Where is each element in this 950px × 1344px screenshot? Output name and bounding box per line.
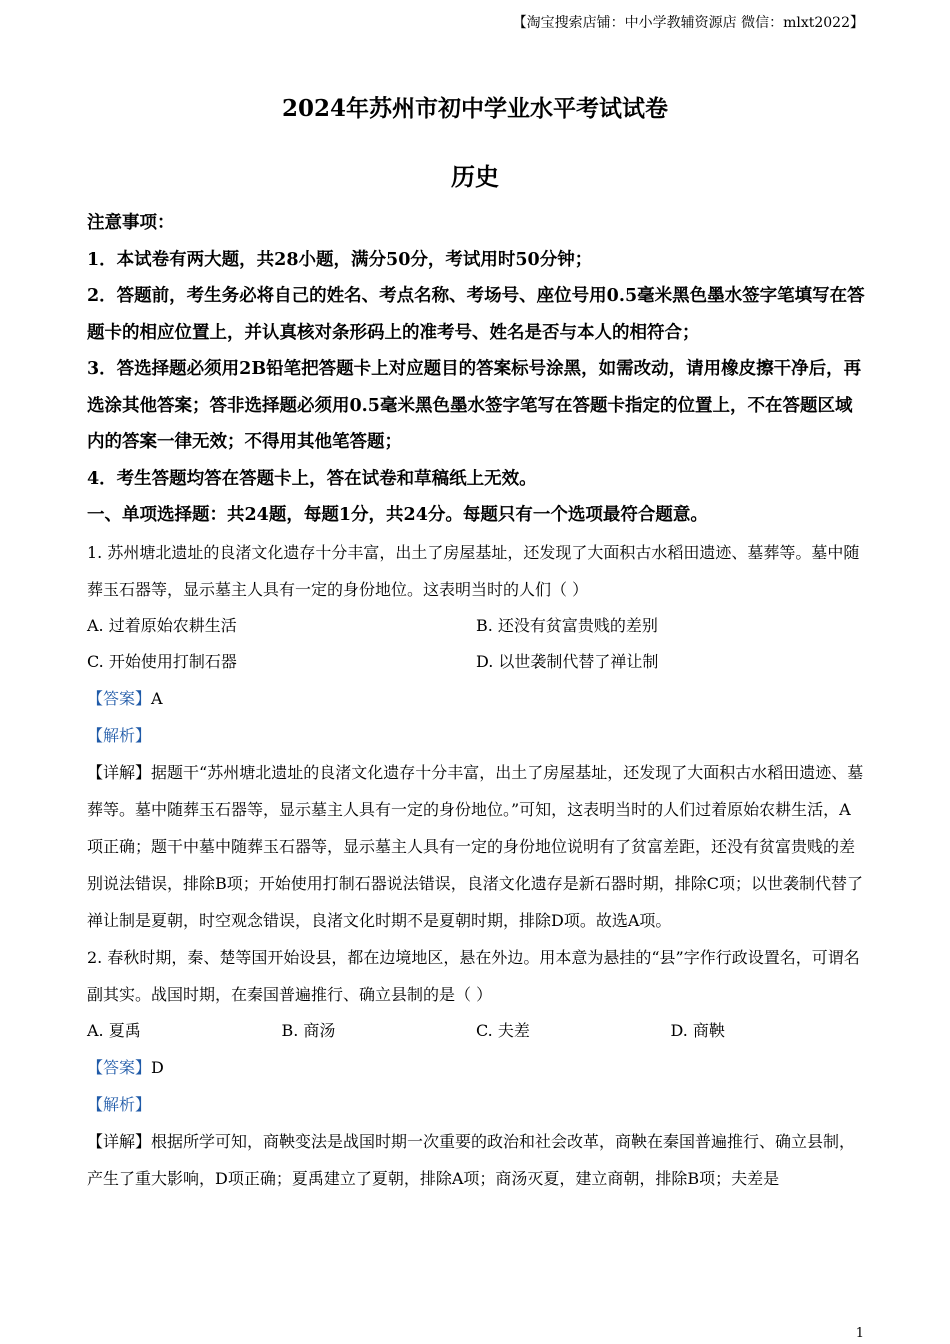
page-number: 1 xyxy=(855,1326,864,1341)
answer-line xyxy=(87,1049,865,1086)
notice-item: 2．答题前，考生务必将自己的姓名、考点名称、考场号、座位号用0.5毫米黑色墨水签字笔填写在答题卡的相应位置上，并认真核对条形码上的准考号、姓名是否与本人的相符合； xyxy=(87,286,865,343)
notice-item: 4．考生答题均答在答题卡上，答在试卷和草稿纸上无效。 xyxy=(87,468,537,489)
question-1-options xyxy=(87,608,865,644)
option-a: A. 过着原始农耕生活 xyxy=(87,615,237,635)
detail-text: 据题干“苏州塘北遗址的良渚文化遗存十分丰富，出土了房屋基址，还发现了大面积古水稻田遗迹、墓葬等。墓中随葬玉石器等，显示墓主人具有一定的身份地位。”可知，这表明当时的人们过着原始农耕生活，A项正确；题干中墓中随葬玉石器等，显示墓主人具有一定的身份地位说明有了贫富差距，还没有贫富贵贱的差别说法错误，排除B项；开始使用打制石器说法错误，良渚文化遗存是新石器时期，排除C项；以世袭制代替了禅让制是夏朝，时空观念错误，良渚文化时期不是夏朝时期，排除D项。故选A项。 xyxy=(87,762,864,930)
page-title: 2024年苏州市初中学业水平考试试卷 xyxy=(281,95,668,122)
option-d: D. 以世袭制代替了禅让制 xyxy=(476,651,659,671)
question-2-options xyxy=(87,1013,865,1049)
detail-paragraph xyxy=(87,1123,865,1197)
document-body xyxy=(87,205,865,1197)
section-heading: 一、单项选择题：共24题，每题1分，共24分。每题只有一个选项最符合题意。 xyxy=(87,505,708,525)
option-c: C. 夫差 xyxy=(476,1020,530,1040)
detail-tag: 【详解】 xyxy=(87,1131,152,1151)
answer-line xyxy=(87,680,865,717)
detail-text: 根据所学可知，商鞅变法是战国时期一次重要的政治和社会改革，商鞅在秦国普遍推行、确立县制，产生了重大影响，D项正确；夏禹建立了夏朝，排除A项；商汤灭夏，建立商朝，排除B项；夫差是 xyxy=(87,1131,856,1188)
notice-item: 3．答选择题必须用2B铅笔把答题卡上对应题目的答案标号涂黑，如需改动，请用橡皮擦干净后，再选涂其他答案；答非选择题必须用0.5毫米黑色墨水签字笔写在答题卡指定的位置上，不在答题区域内的答案一律无效；不得用其他笔答题； xyxy=(87,359,862,452)
question-2-stem: 2. 春秋时期，秦、楚等国开始设县，都在边境地区，悬在外边。用本意为悬挂的“县”字作行政设置名，可谓名副其实。战国时期，在秦国普遍推行、确立县制的是（ ） xyxy=(87,947,860,1004)
notice-heading: 注意事项： xyxy=(87,213,175,233)
detail-tag: 【详解】 xyxy=(87,762,152,782)
analysis-tag: 【解析】 xyxy=(87,725,152,745)
analysis-tag: 【解析】 xyxy=(87,1094,152,1114)
question-1-stem: 1. 苏州塘北遗址的良渚文化遗存十分丰富，出土了房屋基址，还发现了大面积古水稻田遗迹、墓葬等。墓中随葬玉石器等，显示墓主人具有一定的身份地位。这表明当时的人们（ ） xyxy=(87,542,860,599)
answer-value: D xyxy=(151,1057,164,1077)
option-c: C. 开始使用打制石器 xyxy=(87,651,237,671)
option-d: D. 商鞅 xyxy=(670,1020,725,1040)
option-a: A. 夏禹 xyxy=(87,1020,141,1040)
answer-tag: 【答案】 xyxy=(87,1057,152,1077)
subject-title: 历史 xyxy=(451,162,499,191)
notice-item: 1．本试卷有两大题，共28小题，满分50分，考试用时50分钟； xyxy=(87,249,593,270)
option-b: B. 商汤 xyxy=(281,1020,336,1040)
answer-value: A xyxy=(151,688,163,708)
option-b: B. 还没有贫富贵贱的差别 xyxy=(476,615,658,635)
answer-tag: 【答案】 xyxy=(87,688,152,708)
header-note: 【淘宝搜索店铺：中小学教辅资源店 微信：mlxt2022】 xyxy=(512,15,864,31)
question-1-options xyxy=(87,644,865,680)
detail-paragraph xyxy=(87,754,865,939)
